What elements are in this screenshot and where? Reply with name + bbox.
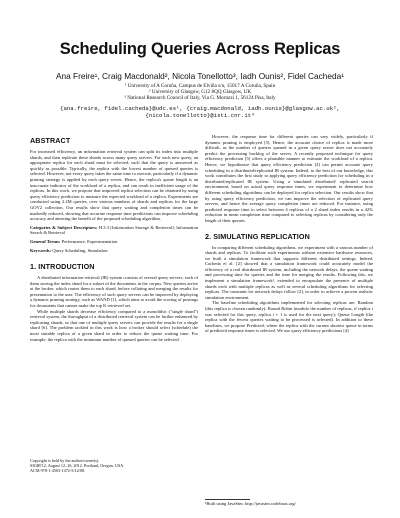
right-paragraph-1: However, the response time for different queries can vary widely, particularly if dynamic pruning is employed [5]. Hence, the accurate choice of replica is made more difficult, as the number of queries queued in a given query server does not accurately predict the processing backlog of the server. A recently proposed technique for query efficiency prediction [5] offers a plausible manner to estimate the workload of a replica. Hence, we hypothesise that query efficiency prediction [4] can permit accurate query scheduling in a distributed/replicated IR system. Indeed, to the best of our knowledge, this work contributes the first study to applying query efficiency prediction for scheduling in a distributed/replicated IR system. Using a simulated distributed/ replicated search environment, based on actual query response times, we experiment to determine how different scheduling algorithms can be deployed for replica selection. Our results show that by using query efficiency prediction, we can improve the selection of replicated query servers, and hence the average query completion times are reduced. For instance, using predicted response time to select between 4 replicas of a 2 shard index results in a 42% reduction in mean completion time compared to selecting replicas by considering only the length of their queues. — [205, 134, 373, 223]
general-terms-label: General Terms: — [30, 238, 61, 244]
copyright-line-3: ACM 978-1-4503-1472-5/12/08. — [30, 468, 86, 474]
simulation-paragraph-1: In comparing different scheduling algorithms, we experiment with a various number of shards and replicas. To facilitate such experiments without extensive hardware resources, we built a simulation framework that supports different distributed settings. Indeed, Cacheda et al. [2] showed that a simulation framework could accurately model the efficiency of a real distributed IR system, including the network delays, the queue waiting and processing time for queries and the time for merging the results. Following this, we implement a simulation framework¹, extended to encapsulate the presence of multiple shards each with multiple replicas as well as several scheduling algorithms for selecting replicas. The constants for network delays follow [2], in order to achieve a proven realistic simulation environment. — [205, 244, 373, 300]
copyright-notice — [30, 458, 198, 474]
abstract-text: For increased efficiency, an information retrieval system can split its index into multiple shards, and then replicate these shards across many query servers. For each new query, an appropriate replica for each shard must be selected, such that the query is answered as quickly as possible. Typically, the replica with the lowest number of queued queries is selected. However, not every query takes the same time to execute, particularly if a dynamic pruning strategy is applied by each query server. Hence, the replica's queue length is an inaccurate indicator of the workload of a replica, and can result in inefficient usage of the replicas. In this work, we propose that improved replica selection can be obtained by using query efficiency prediction to measure the expected workload of a replica. Experiments are conducted using 2.2M queries, over various numbers of shards and replicas for the large GOV2 collection. Our results show that query waiting and completion times can be markedly reduced, showing that accurate response time predictions can improve scheduling accuracy and attesting the benefit of the proposed scheduling algorithm. — [30, 149, 198, 222]
paper-title: Scheduling Queries Across Replicas — [59, 40, 341, 58]
footnote-rule — [205, 499, 250, 500]
general-terms-line — [30, 239, 198, 245]
categories-text: H.3.3 [Information Storage & Retrieval]: Information Search & Retrieval — [30, 224, 198, 236]
copyright-line-2: SIGIR'12, August 12–16, 2012, Portland, Oregon, USA. — [30, 463, 125, 469]
introduction-heading: 1. INTRODUCTION — [30, 262, 95, 272]
keywords-line — [30, 248, 198, 254]
introduction-paragraph-2: While multiple shards decrease efficiency compared to a monolithic ("single shard") retrieval system, the throughput of a distributed retrieval system can be further enhanced by replicating shards, so that one of multiple query servers can provide the results for a single shard [6]. The problem tackled in this work is how a broker should select (schedule) the most suitable replica of a given shard in order to reduce the queue waiting time. For example, the replica with the minimum number of queued queries can be selected. — [30, 308, 198, 342]
simulation-paragraph-2: The baseline scheduling algorithms implemented for selecting replicas are: Random (this replica is chosen randomly); Round Robin (modulo the number of replicas, if replica i was selected for this query, replica i + 1 is used for the next query); Queue Length (the replica with the fewest queries waiting to be processed is selected). In addition to these baselines, we propose Predicted, where the replica with the current shortest queue in terms of predicted response times is selected. We use query efficiency predictions [4] — [205, 300, 373, 334]
categories-label: Categories & Subject Descriptors: — [30, 224, 98, 230]
author-list: Ana Freire¹, Craig Macdonald², Nicola Tonellotto³, Iadh Ounis², Fidel Cacheda¹ — [55, 71, 345, 81]
abstract-heading: ABSTRACT — [30, 136, 71, 145]
left-column — [30, 134, 198, 342]
right-column — [205, 134, 373, 334]
categories-line — [30, 225, 198, 236]
affiliation-2: ² University of Glasgow, G12 8QQ Glasgow, UK — [148, 89, 252, 95]
author-emails-line-1: {ana.freire, fidel.cacheda}@udc.es¹, {craig.macdonald, iadh.ounis}@glasgow.ac.uk², — [60, 105, 340, 112]
introduction-paragraph-1: A distributed information retrieval (IR) system consists of several query servers, each of them storing the index shard for a subset of the documents in the corpus. New queries arrive at the broker, which routes them to each shard, before collating and merging the results for presentation to the user. The efficiency of such query servers can be improved by deploying a dynamic pruning strategy, such as WAND [1], which aims to avoid the scoring of postings for documents that cannot make the top K retrieved set. — [30, 275, 198, 309]
keywords-text: Query Scheduling, Simulation — [51, 247, 108, 253]
general-terms-text: Performance, Experimentation — [60, 238, 118, 244]
affiliation-1: ¹ University of A Coruña, Campus de Elviña s/n, 15017 A Coruña, Spain — [124, 83, 276, 89]
footnote-javasim: ¹Built using JavaSim: http://javasim.codehaus.org/ — [205, 501, 296, 506]
simulation-heading: 2. SIMULATING REPLICATION — [205, 231, 310, 241]
keywords-label: Keywords: — [30, 247, 52, 253]
copyright-line-1: Copyright is held by the author/owner(s). — [30, 458, 100, 463]
author-emails-line-2: {nicola.tonellotto}@isti.cnr.it³ — [145, 112, 255, 119]
affiliation-3: ³ National Research Council of Italy, Via G. Moruzzi 1, 56124 Pisa, Italy — [124, 95, 276, 101]
